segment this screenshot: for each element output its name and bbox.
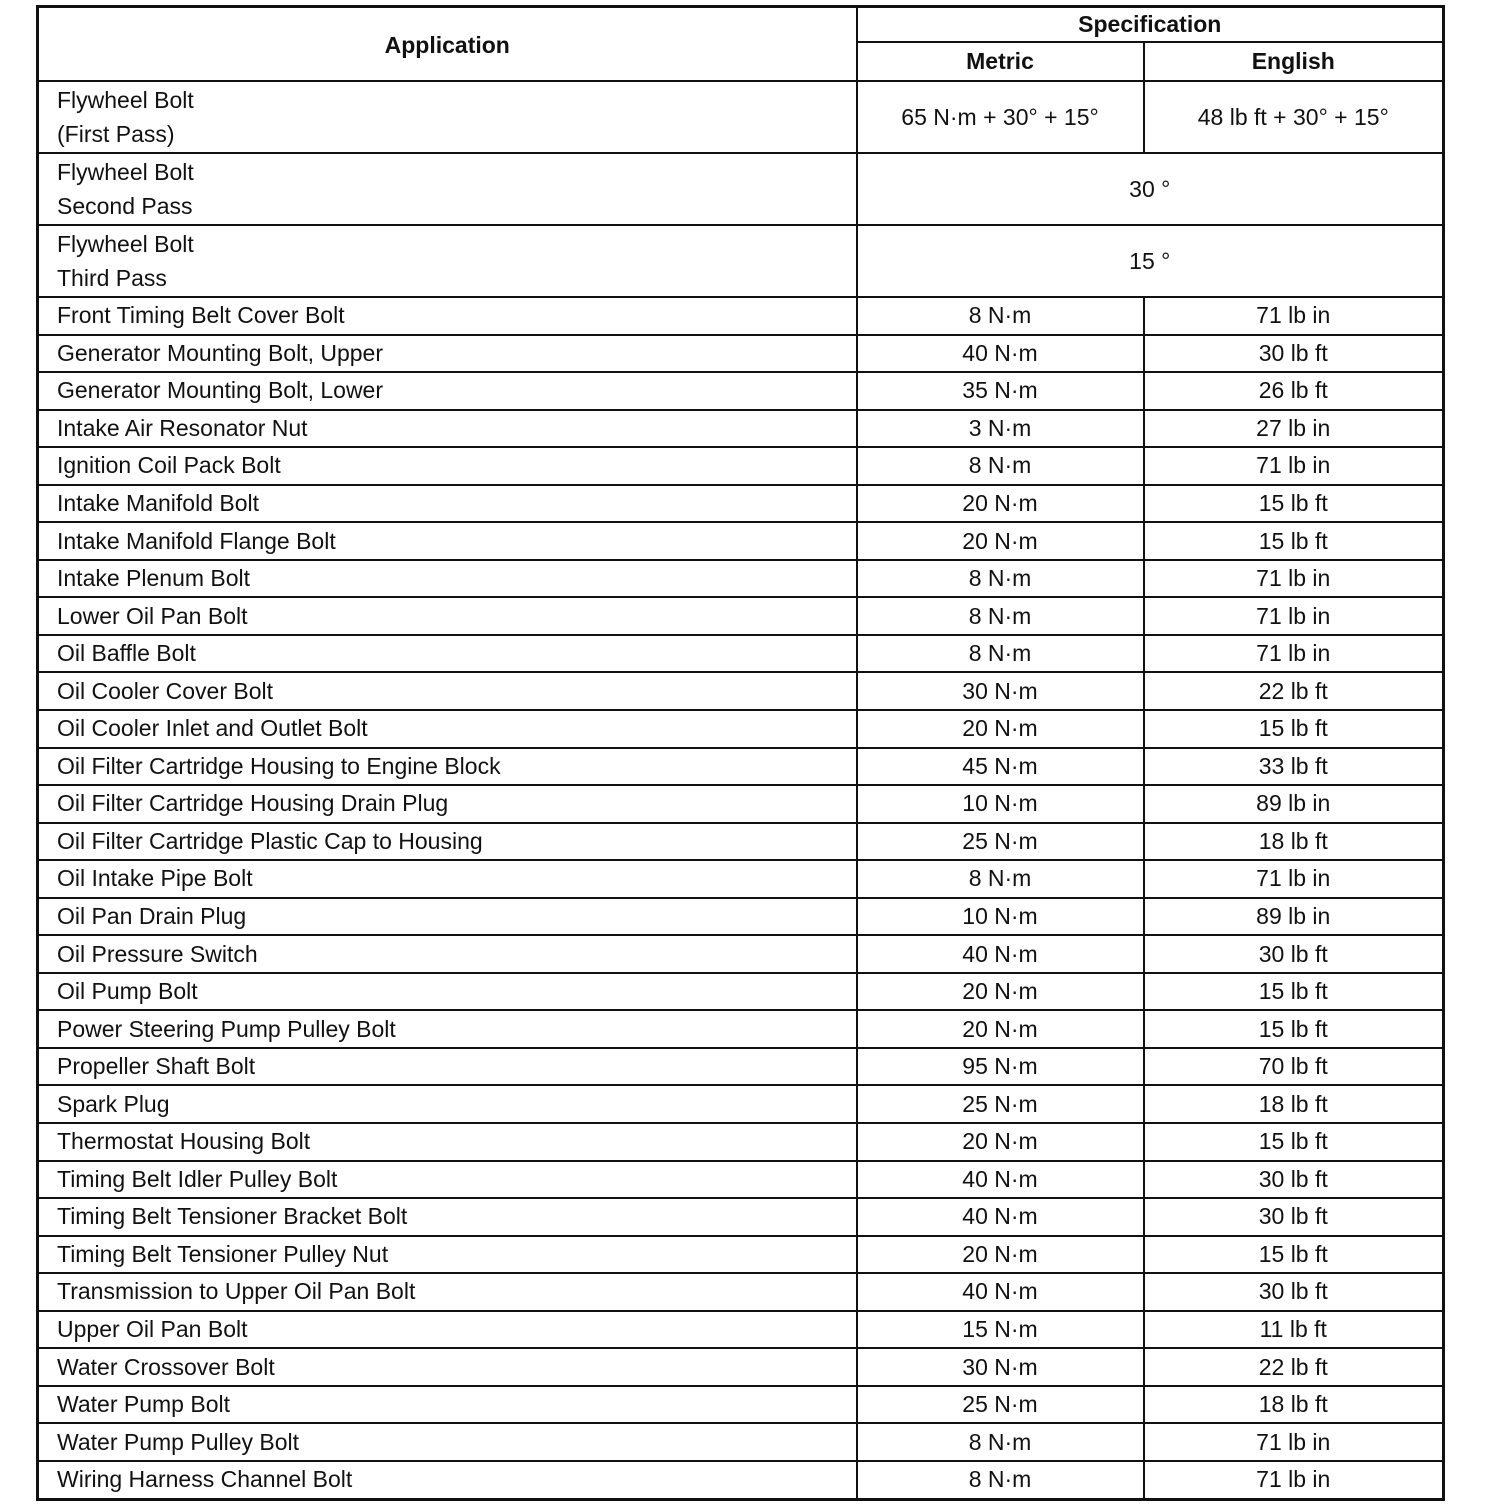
english-cell: 15 lb ft (1144, 522, 1444, 560)
english-cell: 71 lb in (1144, 297, 1444, 335)
table-row (38, 485, 1444, 523)
specification-header: Specification (857, 7, 1444, 43)
spec-table-body (38, 81, 1444, 1499)
english-cell: 18 lb ft (1144, 1386, 1444, 1424)
english-cell: 30 lb ft (1144, 335, 1444, 373)
english-cell: 18 lb ft (1144, 1085, 1444, 1123)
metric-cell: 8 N·m (857, 447, 1144, 485)
table-row (38, 335, 1444, 373)
application-cell: Timing Belt Tensioner Bracket Bolt (38, 1198, 857, 1236)
metric-cell: 20 N·m (857, 485, 1144, 523)
english-cell: 30 lb ft (1144, 1161, 1444, 1199)
combined-spec-cell: 15 ° (857, 225, 1444, 297)
table-row (38, 447, 1444, 485)
application-cell: Oil Baffle Bolt (38, 635, 857, 673)
metric-cell: 25 N·m (857, 823, 1144, 861)
application-cell: Water Pump Bolt (38, 1386, 857, 1424)
table-row (38, 225, 1444, 297)
metric-header: Metric (857, 42, 1144, 81)
application-cell: Intake Manifold Flange Bolt (38, 522, 857, 560)
metric-cell: 8 N·m (857, 635, 1144, 673)
application-line-2: Third Pass (57, 265, 167, 291)
english-cell: 89 lb in (1144, 785, 1444, 823)
table-row (38, 935, 1444, 973)
application-cell: Upper Oil Pan Bolt (38, 1311, 857, 1349)
metric-cell: 20 N·m (857, 1236, 1144, 1274)
application-line-2: (First Pass) (57, 121, 175, 147)
application-line-2: Second Pass (57, 193, 193, 219)
english-cell: 30 lb ft (1144, 935, 1444, 973)
application-cell: Generator Mounting Bolt, Upper (38, 335, 857, 373)
english-cell: 71 lb in (1144, 597, 1444, 635)
metric-cell: 8 N·m (857, 860, 1144, 898)
metric-cell: 25 N·m (857, 1386, 1144, 1424)
application-cell: Oil Filter Cartridge Housing Drain Plug (38, 785, 857, 823)
application-cell (38, 153, 857, 225)
table-row (38, 1048, 1444, 1086)
application-cell: Timing Belt Tensioner Pulley Nut (38, 1236, 857, 1274)
application-cell: Ignition Coil Pack Bolt (38, 447, 857, 485)
application-cell: Lower Oil Pan Bolt (38, 597, 857, 635)
table-row (38, 1273, 1444, 1311)
application-cell (38, 225, 857, 297)
table-row (38, 1348, 1444, 1386)
english-cell: 71 lb in (1144, 447, 1444, 485)
application-cell: Generator Mounting Bolt, Lower (38, 372, 857, 410)
combined-spec-cell: 30 ° (857, 153, 1444, 225)
metric-cell: 45 N·m (857, 748, 1144, 786)
metric-cell: 35 N·m (857, 372, 1144, 410)
table-row (38, 860, 1444, 898)
english-cell: 22 lb ft (1144, 1348, 1444, 1386)
application-cell: Water Pump Pulley Bolt (38, 1423, 857, 1461)
english-cell: 71 lb in (1144, 635, 1444, 673)
table-row (38, 1461, 1444, 1499)
table-row (38, 635, 1444, 673)
table-row (38, 1386, 1444, 1424)
english-cell: 71 lb in (1144, 560, 1444, 598)
metric-cell: 20 N·m (857, 973, 1144, 1011)
application-cell: Oil Filter Cartridge Plastic Cap to Housing (38, 823, 857, 861)
table-row (38, 823, 1444, 861)
table-row (38, 81, 1444, 153)
table-row (38, 1198, 1444, 1236)
metric-cell: 8 N·m (857, 597, 1144, 635)
table-row (38, 522, 1444, 560)
application-cell: Intake Manifold Bolt (38, 485, 857, 523)
english-cell: 48 lb ft + 30° + 15° (1144, 81, 1444, 153)
english-cell: 71 lb in (1144, 1461, 1444, 1499)
english-cell: 71 lb in (1144, 1423, 1444, 1461)
english-cell: 33 lb ft (1144, 748, 1444, 786)
english-cell: 15 lb ft (1144, 1236, 1444, 1274)
application-cell: Oil Filter Cartridge Housing to Engine Block (38, 748, 857, 786)
english-cell: 15 lb ft (1144, 1010, 1444, 1048)
metric-cell: 40 N·m (857, 335, 1144, 373)
application-cell: Oil Cooler Cover Bolt (38, 672, 857, 710)
application-cell: Intake Air Resonator Nut (38, 410, 857, 448)
application-cell: Front Timing Belt Cover Bolt (38, 297, 857, 335)
application-cell: Oil Pan Drain Plug (38, 898, 857, 936)
english-cell: 89 lb in (1144, 898, 1444, 936)
application-header: Application (38, 7, 857, 82)
english-cell: 15 lb ft (1144, 485, 1444, 523)
table-row (38, 1236, 1444, 1274)
table-row (38, 785, 1444, 823)
table-row (38, 1010, 1444, 1048)
table-row (38, 1123, 1444, 1161)
application-line-1: Flywheel Bolt (57, 87, 194, 113)
english-header: English (1144, 42, 1444, 81)
english-cell: 30 lb ft (1144, 1273, 1444, 1311)
metric-cell: 25 N·m (857, 1085, 1144, 1123)
table-row (38, 153, 1444, 225)
metric-cell: 10 N·m (857, 785, 1144, 823)
application-cell: Oil Pressure Switch (38, 935, 857, 973)
english-cell: 18 lb ft (1144, 823, 1444, 861)
metric-cell: 8 N·m (857, 560, 1144, 598)
metric-cell: 8 N·m (857, 1461, 1144, 1499)
metric-cell: 20 N·m (857, 522, 1144, 560)
table-row (38, 1311, 1444, 1349)
metric-cell: 40 N·m (857, 935, 1144, 973)
metric-cell: 10 N·m (857, 898, 1144, 936)
english-cell: 22 lb ft (1144, 672, 1444, 710)
application-line-1: Flywheel Bolt (57, 159, 194, 185)
table-row (38, 372, 1444, 410)
application-cell: Oil Pump Bolt (38, 973, 857, 1011)
table-row (38, 1085, 1444, 1123)
metric-cell: 40 N·m (857, 1273, 1144, 1311)
english-cell: 15 lb ft (1144, 1123, 1444, 1161)
metric-cell: 95 N·m (857, 1048, 1144, 1086)
table-row (38, 710, 1444, 748)
metric-cell: 20 N·m (857, 1010, 1144, 1048)
application-cell: Transmission to Upper Oil Pan Bolt (38, 1273, 857, 1311)
application-cell: Oil Intake Pipe Bolt (38, 860, 857, 898)
metric-cell: 30 N·m (857, 672, 1144, 710)
english-cell: 27 lb in (1144, 410, 1444, 448)
application-cell: Water Crossover Bolt (38, 1348, 857, 1386)
english-cell: 15 lb ft (1144, 973, 1444, 1011)
application-cell: Wiring Harness Channel Bolt (38, 1461, 857, 1499)
application-cell: Oil Cooler Inlet and Outlet Bolt (38, 710, 857, 748)
table-row (38, 1161, 1444, 1199)
application-cell: Timing Belt Idler Pulley Bolt (38, 1161, 857, 1199)
metric-cell: 20 N·m (857, 1123, 1144, 1161)
table-row (38, 672, 1444, 710)
english-cell: 15 lb ft (1144, 710, 1444, 748)
application-cell: Intake Plenum Bolt (38, 560, 857, 598)
application-cell: Propeller Shaft Bolt (38, 1048, 857, 1086)
application-cell: Thermostat Housing Bolt (38, 1123, 857, 1161)
metric-cell: 8 N·m (857, 297, 1144, 335)
english-cell: 30 lb ft (1144, 1198, 1444, 1236)
fastener-spec-table (36, 5, 1445, 1501)
metric-cell: 8 N·m (857, 1423, 1144, 1461)
table-row (38, 297, 1444, 335)
header-row-top (38, 7, 1444, 43)
application-cell: Power Steering Pump Pulley Bolt (38, 1010, 857, 1048)
english-cell: 71 lb in (1144, 860, 1444, 898)
table-row (38, 973, 1444, 1011)
table-row (38, 748, 1444, 786)
english-cell: 26 lb ft (1144, 372, 1444, 410)
english-cell: 11 lb ft (1144, 1311, 1444, 1349)
english-cell: 70 lb ft (1144, 1048, 1444, 1086)
table-row (38, 410, 1444, 448)
application-cell (38, 81, 857, 153)
metric-cell: 15 N·m (857, 1311, 1144, 1349)
table-row (38, 560, 1444, 598)
metric-cell: 3 N·m (857, 410, 1144, 448)
table-row (38, 1423, 1444, 1461)
table-row (38, 898, 1444, 936)
metric-cell: 20 N·m (857, 710, 1144, 748)
table-row (38, 597, 1444, 635)
application-line-1: Flywheel Bolt (57, 231, 194, 257)
metric-cell: 40 N·m (857, 1161, 1144, 1199)
metric-cell: 30 N·m (857, 1348, 1144, 1386)
application-cell: Spark Plug (38, 1085, 857, 1123)
metric-cell: 40 N·m (857, 1198, 1144, 1236)
metric-cell: 65 N·m + 30° + 15° (857, 81, 1144, 153)
